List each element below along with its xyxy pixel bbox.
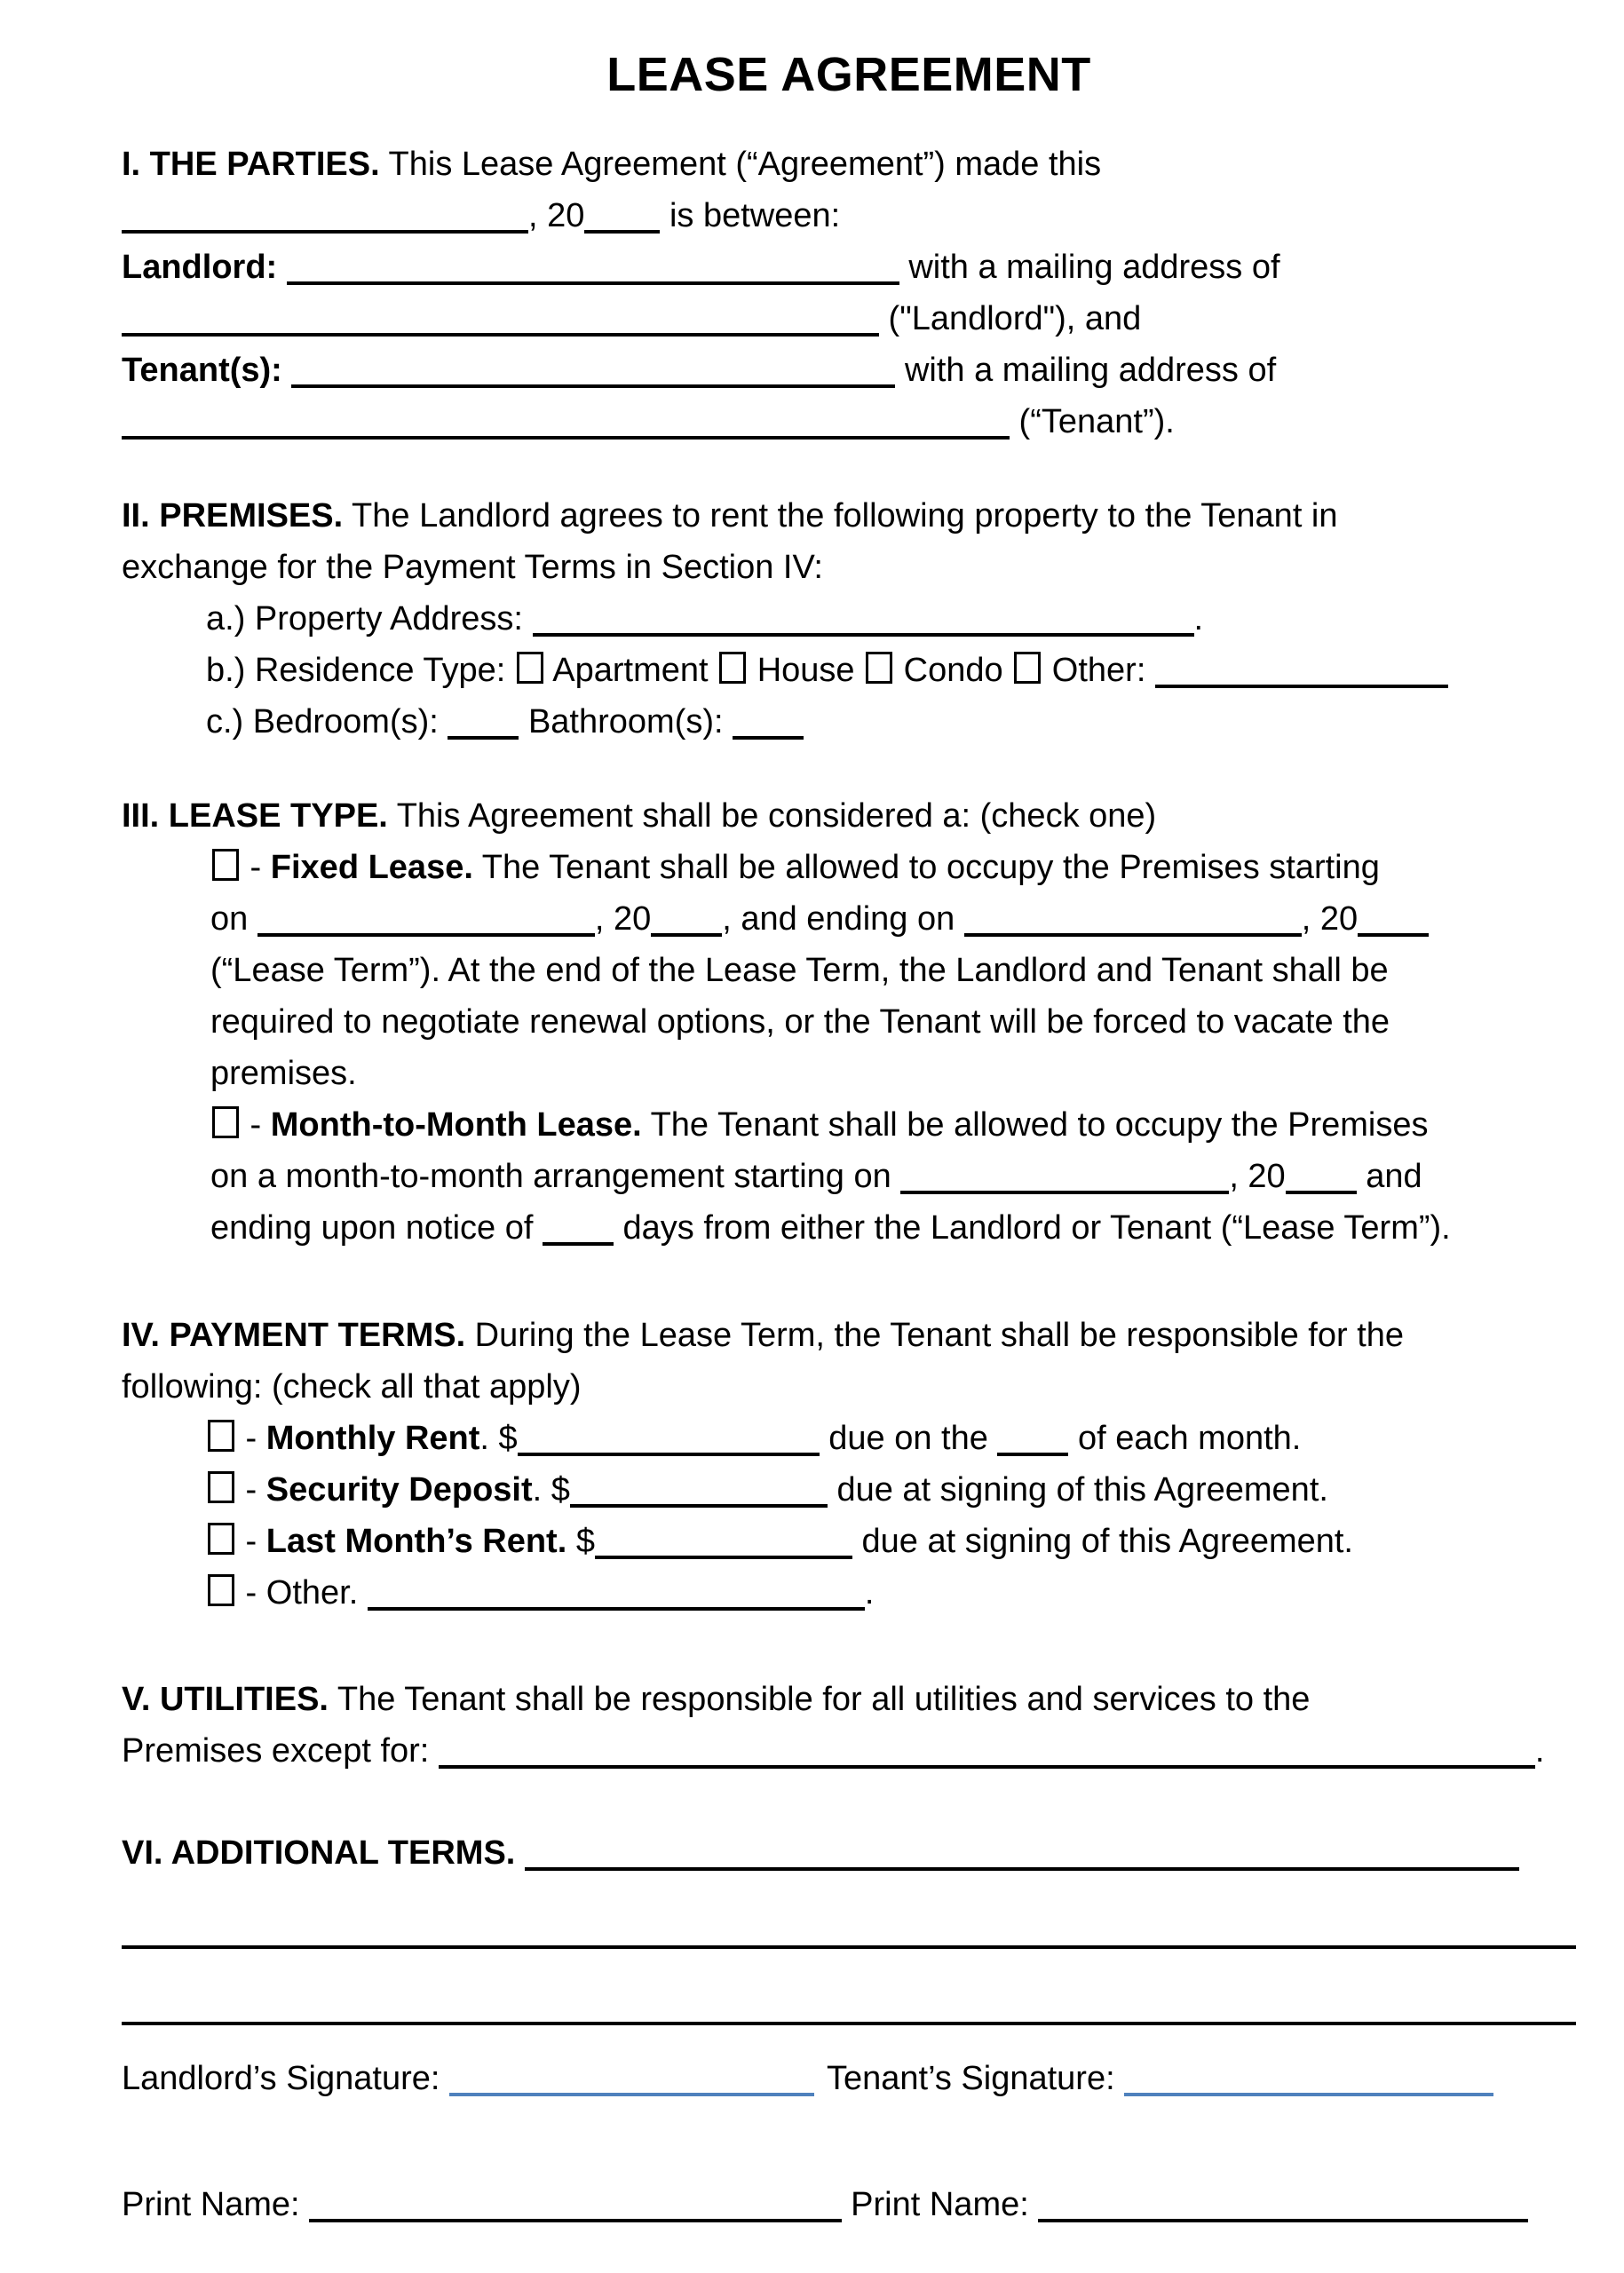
text-bold: V. UTILITIES. <box>122 1681 329 1718</box>
text: $ <box>566 1523 595 1560</box>
text: (“Tenant”). <box>1010 403 1175 440</box>
text: Other: <box>1042 652 1155 689</box>
text: Condo <box>894 652 1013 689</box>
text-bold: Landlord: <box>122 249 287 286</box>
blank-field[interactable] <box>651 924 722 937</box>
text: - Other. <box>236 1574 368 1612</box>
checkbox-icon[interactable] <box>208 1420 234 1452</box>
blank-field[interactable] <box>1358 924 1429 937</box>
section-payment-heading <box>122 1310 1576 1413</box>
text: following: (check all that apply) <box>122 1368 582 1406</box>
blank-field[interactable] <box>584 221 660 234</box>
text: is between: <box>660 197 841 234</box>
text: The Tenant shall be allowed to occupy the Premises <box>641 1106 1429 1144</box>
print-name-row <box>122 2179 1576 2230</box>
text: Tenant’s Signature: <box>827 2060 1125 2097</box>
month-to-month-option <box>122 1099 1576 1254</box>
checkbox-icon[interactable] <box>212 1106 239 1138</box>
text: Print Name: <box>851 2186 1039 2223</box>
section-premises-heading <box>122 490 1576 593</box>
text: required to negotiate renewal options, or the Tenant will be forced to vacate the <box>210 1003 1390 1041</box>
text: Landlord’s Signature: <box>122 2060 449 2097</box>
text: , and ending on <box>722 900 964 938</box>
text: due at signing of this Agreement. <box>852 1523 1353 1560</box>
additional-terms-line-1 <box>122 1905 1576 1957</box>
text-bold: II. PREMISES. <box>122 497 344 535</box>
text: and <box>1356 1158 1422 1195</box>
fixed-lease-option <box>122 842 1576 1099</box>
text: Premises except for: <box>122 1732 439 1770</box>
text: premises. <box>210 1055 357 1092</box>
text: During the Lease Term, the Tenant shall be responsible for the <box>465 1317 1405 1354</box>
text: days from either the Landlord or Tenant (“Lease Term”). <box>613 1209 1451 1247</box>
text: due on the <box>819 1420 998 1457</box>
text: House <box>748 652 865 689</box>
text: . $ <box>479 1420 518 1457</box>
blank-field[interactable] <box>900 1182 1229 1194</box>
text: Bathroom(s): <box>519 703 733 741</box>
text <box>515 1834 525 1872</box>
text-bold: Fixed Lease. <box>270 849 473 886</box>
text: with a mailing address of <box>899 249 1280 286</box>
text: The Tenant shall be responsible for all utilities and services to the <box>328 1681 1311 1718</box>
blank-field[interactable] <box>533 624 1194 637</box>
blank-field[interactable] <box>257 924 595 937</box>
text: c.) Bedroom(s): <box>206 703 448 741</box>
text: . <box>864 1574 875 1612</box>
blank-field[interactable] <box>122 221 528 234</box>
text: b.) Residence Type: <box>206 652 515 689</box>
text-bold: Tenant(s): <box>122 352 292 389</box>
blank-field[interactable] <box>518 1444 820 1456</box>
text: ("Landlord"), and <box>879 300 1142 337</box>
checkbox-icon[interactable] <box>719 652 746 684</box>
checkbox-icon[interactable] <box>212 849 239 881</box>
text: , 20 <box>1301 900 1359 938</box>
blank-field[interactable] <box>570 1495 828 1508</box>
text: . <box>1534 1732 1545 1770</box>
text: of each month. <box>1068 1420 1302 1457</box>
text: with a mailing address of <box>895 352 1277 389</box>
text-bold: Security Deposit <box>265 1471 533 1509</box>
text: , 20 <box>1229 1158 1286 1195</box>
text: - <box>236 1471 266 1509</box>
page-title: LEASE AGREEMENT <box>606 48 1091 101</box>
blank-field[interactable] <box>733 727 804 740</box>
text: - <box>241 1106 271 1144</box>
text: This Lease Agreement (“Agreement”) made this <box>379 146 1102 183</box>
blank-field[interactable] <box>439 1756 1535 1769</box>
section-payment-items <box>122 1413 1576 1619</box>
blank-field[interactable] <box>997 1444 1068 1456</box>
text-bold: Last Month’s Rent. <box>265 1523 567 1560</box>
text: ending upon notice of <box>210 1209 543 1247</box>
signature-field[interactable] <box>449 2084 814 2096</box>
text: , 20 <box>594 900 652 938</box>
text: (“Lease Term”). At the end of the Lease Term, the Landlord and Tenant shall be <box>210 952 1389 989</box>
text: exchange for the Payment Terms in Section IV: <box>122 549 823 586</box>
text-bold: I. THE PARTIES. <box>122 146 380 183</box>
blank-field[interactable] <box>122 2013 1576 2025</box>
text: on <box>210 900 257 938</box>
signature-field[interactable] <box>1124 2084 1493 2096</box>
blank-field[interactable] <box>309 2210 842 2222</box>
blank-field[interactable] <box>543 1233 614 1246</box>
text: Print Name: <box>122 2186 310 2223</box>
section-utilities <box>122 1674 1576 1777</box>
section-lease-type-heading <box>122 790 1576 842</box>
blank-field[interactable] <box>122 324 879 337</box>
section-additional-terms <box>122 1827 1576 1879</box>
text-bold: VI. ADDITIONAL TERMS. <box>122 1834 516 1872</box>
text-bold: Month-to-Month Lease. <box>270 1106 642 1144</box>
blank-field[interactable] <box>525 1858 1519 1871</box>
text: - <box>236 1523 266 1560</box>
blank-field[interactable] <box>448 727 519 740</box>
signature-row <box>122 2053 1576 2104</box>
text: The Tenant shall be allowed to occupy the Premises starting <box>472 849 1380 886</box>
checkbox-icon[interactable] <box>517 652 543 684</box>
checkbox-icon[interactable] <box>1014 652 1041 684</box>
text: The Landlord agrees to rent the following property to the Tenant in <box>343 497 1338 535</box>
text-bold: IV. PAYMENT TERMS. <box>122 1317 466 1354</box>
text-bold: Monthly Rent <box>265 1420 480 1457</box>
blank-field[interactable] <box>595 1547 852 1559</box>
text: on a month-to-month arrangement starting on <box>210 1158 901 1195</box>
blank-field[interactable] <box>1155 676 1448 688</box>
blank-field[interactable] <box>1038 2210 1528 2222</box>
checkbox-icon[interactable] <box>208 1523 234 1555</box>
additional-terms-line-2 <box>122 1982 1576 2033</box>
blank-field[interactable] <box>287 273 899 285</box>
text: This Agreement shall be considered a: (check one) <box>387 797 1157 835</box>
text: . <box>1193 600 1204 638</box>
text: due at signing of this Agreement. <box>827 1471 1328 1509</box>
checkbox-icon[interactable] <box>866 652 892 684</box>
checkbox-icon[interactable] <box>208 1574 234 1606</box>
text: a.) Property Address: <box>206 600 533 638</box>
text: . $ <box>532 1471 570 1509</box>
text: , 20 <box>528 197 585 234</box>
blank-field[interactable] <box>964 924 1302 937</box>
section-premises-items <box>122 593 1576 748</box>
blank-field[interactable] <box>122 1936 1576 1949</box>
blank-field[interactable] <box>291 376 895 388</box>
document-body <box>122 139 1576 2230</box>
text: - <box>241 849 271 886</box>
blank-field[interactable] <box>122 427 1010 440</box>
blank-field[interactable] <box>368 1598 865 1611</box>
text: - <box>236 1420 266 1457</box>
blank-field[interactable] <box>1286 1182 1357 1194</box>
text: Apartment <box>544 652 718 689</box>
section-parties <box>122 139 1576 447</box>
text-bold: III. LEASE TYPE. <box>122 797 388 835</box>
checkbox-icon[interactable] <box>208 1471 234 1503</box>
